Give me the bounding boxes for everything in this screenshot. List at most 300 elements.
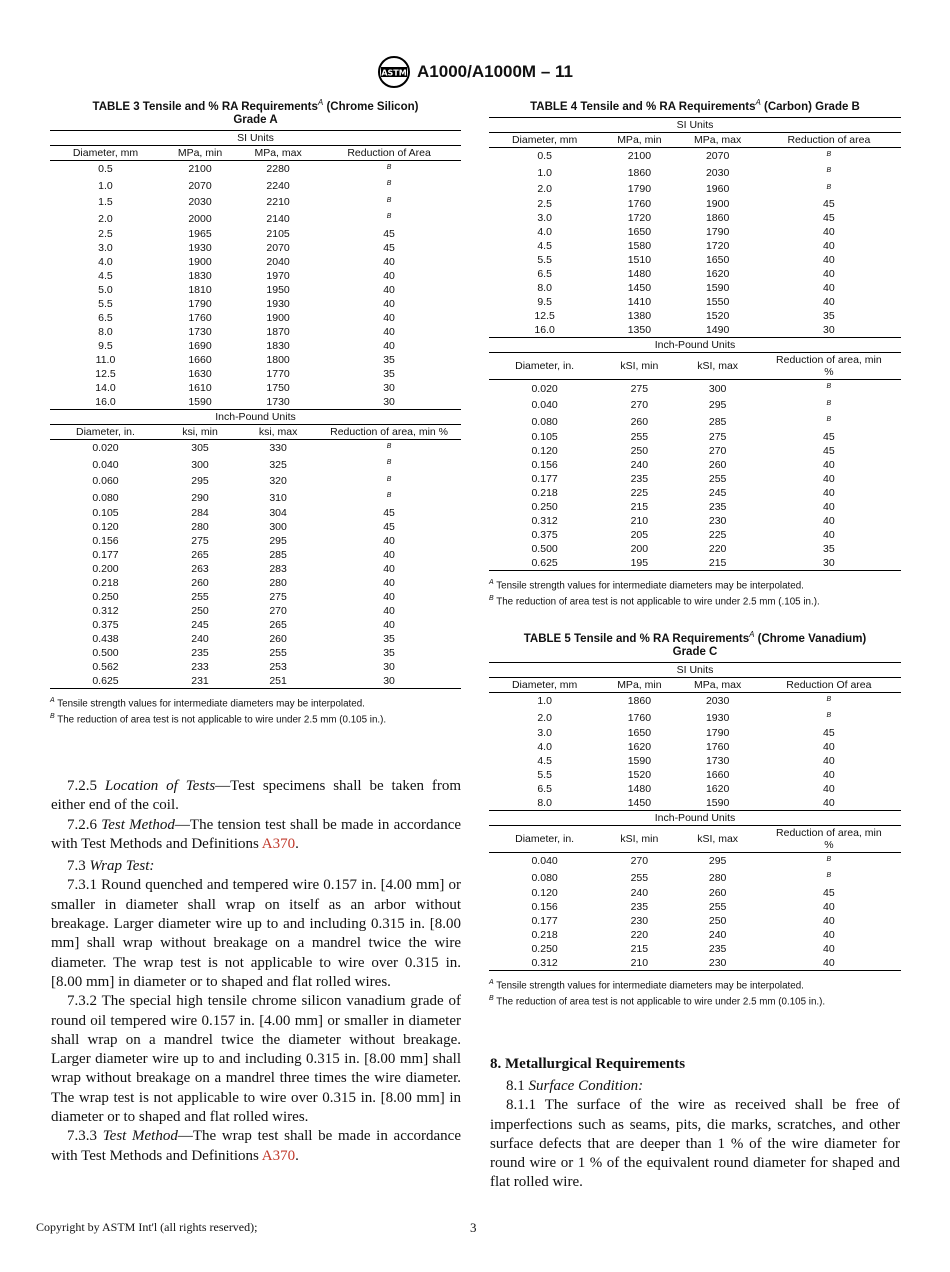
table-cell: 1750 [266, 381, 290, 394]
table-cell: 40 [823, 900, 835, 913]
table-row [50, 395, 461, 410]
table-row [50, 520, 461, 534]
table-cell: B [826, 399, 832, 407]
table-cell: 40 [823, 740, 835, 753]
table-cell: SI Units [50, 130, 461, 145]
table-cell: 1720 [705, 240, 730, 253]
table-cell: 8.0 [489, 796, 600, 811]
table-cell: 40 [823, 768, 835, 781]
table-row [489, 211, 901, 225]
table-3-title: TABLE 3 Tensile and % RA Requirements$^A$ (Chrome Silicon) Grade A [92, 98, 419, 126]
table-row [50, 632, 461, 646]
table-cell: 0.5 [98, 163, 113, 176]
table-cell: 40 [383, 311, 395, 324]
table-cell: 300 [708, 382, 727, 395]
table-cell: 40 [823, 754, 835, 767]
table-row [50, 194, 461, 211]
table-cell: B [826, 855, 832, 863]
table-cell: 16.0 [50, 395, 161, 410]
table-cell: 270 [630, 399, 649, 412]
table-cell: 300 [191, 458, 209, 471]
table-row [489, 295, 901, 309]
table-cell: 2030 [705, 695, 730, 708]
table-cell: 0.040 [531, 855, 558, 868]
table-row [50, 241, 461, 255]
table-cell: 30 [383, 381, 395, 394]
table-cell: 260 [191, 576, 209, 589]
table-cell: 1590 [161, 395, 239, 410]
table-cell: 320 [269, 475, 287, 488]
table-cell: B [386, 442, 392, 450]
table-cell: 240 [630, 458, 649, 471]
table-cell: 0.040 [531, 399, 558, 412]
table-cell: 1480 [627, 268, 652, 281]
table-cell: 40 [823, 268, 835, 281]
table-row [50, 590, 461, 604]
table-cell: 215 [679, 556, 757, 571]
header-row [50, 424, 461, 439]
table-row [50, 160, 461, 177]
table-row [489, 852, 901, 869]
table-cell: 1690 [188, 339, 212, 352]
table-row [489, 782, 901, 796]
table-cell: 45 [823, 444, 835, 457]
table-cell: 40 [823, 942, 835, 955]
table-row [489, 472, 901, 486]
unit-label-row [489, 662, 901, 677]
table-cell: 2000 [188, 212, 212, 225]
table-cell: 45 [823, 212, 835, 225]
table-cell: 0.080 [531, 415, 558, 428]
table-row [489, 197, 901, 211]
table-cell: 2140 [266, 212, 290, 225]
table-cell: 283 [269, 562, 287, 575]
table-cell: 40 [383, 590, 395, 603]
table-cell: 275 [191, 534, 209, 547]
table-row [489, 225, 901, 239]
table-cell: 0.625 [489, 556, 600, 571]
table-cell: 3.0 [537, 212, 552, 225]
column-header: MPa, max [239, 145, 317, 160]
table-5 [489, 628, 901, 1008]
table-row [489, 458, 901, 472]
table-cell: 280 [269, 576, 287, 589]
table-row [50, 562, 461, 576]
table-cell: 0.312 [92, 604, 119, 617]
table-cell: 1770 [266, 367, 290, 380]
table-cell: 325 [269, 458, 287, 471]
table-cell: 40 [823, 296, 835, 309]
table-cell: 4.0 [98, 255, 113, 268]
table-cell: 295 [708, 399, 727, 412]
table-row [489, 253, 901, 267]
table-cell: 240 [630, 886, 649, 899]
column-header: Diameter, mm [50, 145, 161, 160]
table-row [489, 942, 901, 956]
table-cell: 1650 [627, 726, 652, 739]
table-cell: B [386, 459, 392, 467]
table-cell: 2100 [627, 150, 652, 163]
table-row [50, 210, 461, 227]
table-cell: B [826, 872, 832, 880]
table-cell: 40 [823, 528, 835, 541]
footnote: $^B$ The reduction of area test is not applicable to wire under 2.5 mm (.105 in.). [489, 595, 820, 608]
table-cell: 0.120 [531, 444, 558, 457]
table-cell: 0.177 [531, 472, 558, 485]
table-cell: 0.500 [92, 646, 119, 659]
table-4-title: TABLE 4 Tensile and % RA Requirements$^A$ (Carbon) Grade B [530, 98, 860, 113]
table-cell: 1965 [188, 227, 212, 240]
column-header: kSI, max [679, 825, 757, 852]
column-header: ksi, min [161, 424, 239, 439]
column-header: kSI, min [600, 353, 678, 380]
table-cell: 0.156 [531, 900, 558, 913]
table-cell: B [386, 196, 392, 204]
table-row [50, 473, 461, 490]
table-cell: 215 [630, 942, 649, 955]
table-cell: 245 [191, 618, 209, 631]
table-row [489, 323, 901, 338]
column-header: ksi, max [239, 424, 317, 439]
table-cell: 0.250 [531, 500, 558, 513]
section-heading: 8. Metallurgical Requirements [490, 1056, 686, 1072]
table-cell: 290 [191, 491, 209, 504]
unit-label-row [50, 130, 461, 145]
para-8-1-1: 8.1.1 The surface of the wire as received shall be free of imperfections such as seams, pits, die marks, scratches, and other surface defects that are deeper than 1 % of the wire diameter for round wire or 1 % of the equivalent round diameter for shaped and flat rolled wire. [490, 1097, 900, 1191]
table-cell: B [826, 383, 832, 391]
column-header: MPa, max [679, 677, 757, 692]
table-cell: Inch-Pound Units [489, 810, 901, 825]
table-cell: 1480 [627, 782, 652, 795]
table-cell: Inch-Pound Units [50, 409, 461, 424]
table-cell: 35 [823, 310, 835, 323]
table-cell: 220 [708, 542, 727, 555]
table-cell: 0.250 [92, 590, 119, 603]
table-cell: 0.177 [92, 548, 119, 561]
a370-link[interactable]: A370 [261, 1147, 296, 1164]
table-cell: 9.5 [537, 296, 552, 309]
table-row [489, 528, 901, 542]
table-row [50, 506, 461, 520]
table-cell: 1380 [627, 310, 652, 323]
table-cell: 8.0 [98, 325, 113, 338]
table-row [489, 267, 901, 281]
header-row [50, 145, 461, 160]
table-cell: B [386, 213, 392, 221]
table-cell: 230 [630, 914, 649, 927]
table-cell: 1930 [188, 241, 212, 254]
table-cell: 40 [823, 254, 835, 267]
table-row [489, 380, 901, 397]
table-cell: 295 [269, 534, 287, 547]
table-cell: 2070 [266, 241, 290, 254]
table-cell: 45 [823, 430, 835, 443]
table-cell: 40 [383, 255, 395, 268]
table-cell: 270 [630, 855, 649, 868]
table-cell: 240 [191, 632, 209, 645]
table-row [489, 726, 901, 740]
table-cell: 255 [269, 646, 287, 659]
table-cell: 310 [269, 491, 287, 504]
footnote: $^B$ The reduction of area test is not applicable to wire under 2.5 mm (0.105 in.). [50, 713, 387, 726]
table-row [489, 796, 901, 811]
table-cell: 1650 [705, 254, 730, 267]
table-cell: 240 [708, 928, 727, 941]
column-header: Reduction of area, min % [757, 825, 901, 852]
table-cell: 45 [383, 520, 395, 533]
table-cell: 14.0 [95, 381, 116, 394]
table-cell: 1660 [705, 768, 730, 781]
table-row [50, 269, 461, 283]
table-cell: 40 [383, 269, 395, 282]
column-header: Reduction of area, min % [757, 353, 901, 380]
left-column-text [51, 777, 461, 1166]
a370-link[interactable]: A370 [261, 835, 296, 852]
table-row [50, 353, 461, 367]
table-cell: 255 [708, 472, 727, 485]
table-cell: 0.105 [531, 430, 558, 443]
table-cell: 0.312 [489, 956, 600, 971]
table-cell: 255 [191, 590, 209, 603]
table-cell: 16.0 [489, 323, 600, 338]
table-cell: 40 [757, 796, 901, 811]
table-row [489, 740, 901, 754]
header-row [489, 677, 901, 692]
table-row [50, 297, 461, 311]
table-cell: 6.5 [98, 311, 113, 324]
table-cell: 225 [708, 528, 727, 541]
table-cell: 1800 [266, 353, 290, 366]
table-cell: 0.562 [92, 660, 119, 673]
table-cell: 1730 [188, 325, 212, 338]
table-cell: B [386, 475, 392, 483]
table-row [489, 500, 901, 514]
table-row [489, 147, 901, 164]
table-cell: 2210 [266, 196, 290, 209]
unit-label-row [489, 117, 901, 132]
table-cell: 45 [823, 198, 835, 211]
table-cell: 2.0 [537, 183, 552, 196]
table-cell: 0.120 [92, 520, 119, 533]
table-row [489, 397, 901, 414]
table-cell: 40 [383, 618, 395, 631]
table-cell: 40 [383, 562, 395, 575]
table-cell: 9.5 [98, 339, 113, 352]
table-row [489, 164, 901, 181]
table-cell: 40 [383, 534, 395, 547]
column-header: Reduction of area [757, 132, 901, 147]
table-cell: 1660 [188, 353, 212, 366]
table-cell: B [826, 712, 832, 720]
para-7-3-2: 7.3.2 The special high tensile chrome silicon vanadium grade of round oil tempered wire 0.157 in. [4.00 mm] or smaller in diameter shall wrap on a mandrel twice the diameter without breakage. Larger diameter wire up to and including 0.315 in. [8.00 mm] shall wrap without breakage on a mandrel three times the wire diameter. The wrap test is not applicable to wire over 0.315 in. [8.00 mm] in diameter or to shaped and flat rolled wires. [51, 993, 461, 1126]
table-cell: 304 [269, 506, 287, 519]
table-cell: 35 [383, 367, 395, 380]
table-cell: 285 [708, 415, 727, 428]
table-cell: 45 [383, 241, 395, 254]
table-row [50, 177, 461, 194]
table-row [489, 514, 901, 528]
table-row [489, 900, 901, 914]
table-row [50, 283, 461, 297]
column-header: kSI, max [679, 353, 757, 380]
table-cell: 230 [708, 514, 727, 527]
table-cell: 40 [383, 297, 395, 310]
table-row [50, 674, 461, 689]
table-row [489, 542, 901, 556]
table-cell: 255 [630, 871, 649, 884]
table-cell: B [826, 183, 832, 191]
table-cell: 1490 [679, 323, 757, 338]
table-cell: 210 [600, 956, 678, 971]
footnote: $^A$ Tensile strength values for intermediate diameters may be interpolated. [489, 578, 804, 592]
table-row [50, 604, 461, 618]
table-cell: 2105 [266, 227, 290, 240]
table-cell: 275 [630, 382, 649, 395]
table-cell: 2280 [266, 163, 290, 176]
column-header: MPa, min [161, 145, 239, 160]
table-cell: 1790 [705, 226, 730, 239]
table-row [489, 556, 901, 571]
table-cell: 1.0 [537, 695, 552, 708]
unit-label-row [50, 409, 461, 424]
table-cell: 263 [191, 562, 209, 575]
table-cell: 1760 [188, 311, 212, 324]
table-cell: 40 [383, 604, 395, 617]
table-cell: 260 [269, 632, 287, 645]
table-cell: 35 [823, 542, 835, 555]
table-cell: 235 [708, 500, 727, 513]
table-cell: 330 [269, 442, 287, 455]
table-cell: 35 [383, 646, 395, 659]
column-header: Diameter, in. [489, 825, 600, 852]
table-cell: 40 [823, 500, 835, 513]
column-header: MPa, max [679, 132, 757, 147]
table-row [489, 768, 901, 782]
para-7-3-3: 7.3.3 Test Method—The wrap test shall be made in accordance with Test Methods and Definitions A370. [51, 1128, 461, 1164]
table-cell: 40 [757, 956, 901, 971]
table-row [50, 325, 461, 339]
table-cell: 40 [823, 782, 835, 795]
table-cell: 235 [630, 472, 649, 485]
table-cell: 40 [823, 472, 835, 485]
table-cell: 1.0 [98, 179, 113, 192]
table-cell: 280 [191, 520, 209, 533]
table-row [50, 646, 461, 660]
table-cell: 275 [269, 590, 287, 603]
column-header: Reduction Of area [757, 677, 901, 692]
table-cell: 1590 [705, 282, 730, 295]
table-cell: 0.105 [92, 506, 119, 519]
table-cell: 3.0 [537, 726, 552, 739]
table-cell: 2070 [188, 179, 212, 192]
table-cell: 45 [383, 506, 395, 519]
table-cell: 1630 [188, 367, 212, 380]
table-cell: 1960 [705, 183, 730, 196]
table-cell: 5.5 [537, 768, 552, 781]
table-cell: 225 [630, 486, 649, 499]
table-cell: 1730 [705, 754, 730, 767]
table-row [50, 660, 461, 674]
table-row [50, 618, 461, 632]
table-cell: 1830 [188, 269, 212, 282]
table-cell: 260 [630, 415, 649, 428]
table-cell: 1870 [266, 325, 290, 338]
footnote: $^A$ Tensile strength values for intermediate diameters may be interpolated. [489, 978, 804, 992]
table-cell: 5.0 [98, 283, 113, 296]
table-cell: 1350 [600, 323, 678, 338]
table-cell: 205 [630, 528, 649, 541]
table-cell: 2.5 [98, 227, 113, 240]
table-cell: 0.5 [537, 150, 552, 163]
table-cell: 40 [823, 928, 835, 941]
table-cell: 40 [823, 282, 835, 295]
column-header: MPa, min [600, 677, 678, 692]
table-row [489, 914, 901, 928]
table-row [489, 444, 901, 458]
table-row [50, 339, 461, 353]
table-cell: 0.312 [531, 514, 558, 527]
table-row [50, 227, 461, 241]
table-row [489, 430, 901, 444]
table-3-footnotes [50, 694, 461, 727]
table-cell: B [386, 492, 392, 500]
page-header [0, 55, 950, 89]
column-header: Diameter, in. [489, 353, 600, 380]
table-cell: 5.5 [98, 297, 113, 310]
column-header: Reduction of Area [317, 145, 461, 160]
table-cell: 0.020 [92, 442, 119, 455]
table-cell: SI Units [489, 117, 901, 132]
table-cell: 12.5 [95, 367, 116, 380]
table-cell: 1810 [188, 283, 212, 296]
table-cell: B [826, 167, 832, 175]
table-3-grid [50, 130, 461, 689]
table-row [489, 692, 901, 709]
table-row [489, 281, 901, 295]
table-cell: 0.218 [531, 928, 558, 941]
table-cell: 1450 [600, 796, 678, 811]
table-cell: 2030 [705, 166, 730, 179]
table-cell: 200 [630, 542, 649, 555]
table-cell: 40 [823, 514, 835, 527]
table-cell: 251 [239, 674, 317, 689]
table-cell: 0.120 [531, 886, 558, 899]
table-cell: 284 [191, 506, 209, 519]
table-cell: 270 [269, 604, 287, 617]
table-row [489, 886, 901, 900]
table-row [489, 309, 901, 323]
para-7-2-6: 7.2.6 Test Method—The tension test shall be made in accordance with Test Methods and Definitions A370. [51, 816, 462, 852]
table-cell: 250 [191, 604, 209, 617]
table-cell: 40 [383, 325, 395, 338]
table-cell: 0.218 [531, 486, 558, 499]
table-cell: 0.438 [92, 632, 119, 645]
table-cell: 30 [383, 660, 395, 673]
table-cell: 4.5 [537, 240, 552, 253]
table-cell: 1510 [627, 254, 652, 267]
page-number: 3 [470, 1220, 477, 1235]
table-cell: 1860 [627, 166, 652, 179]
table-cell: 1610 [188, 381, 212, 394]
table-cell: 233 [191, 660, 209, 673]
table-row [489, 181, 901, 198]
table-cell: 0.375 [92, 618, 119, 631]
table-cell: 195 [600, 556, 678, 571]
table-5-grid [489, 662, 901, 971]
table-cell: 40 [383, 576, 395, 589]
table-cell: 265 [191, 548, 209, 561]
table-cell: 40 [823, 458, 835, 471]
